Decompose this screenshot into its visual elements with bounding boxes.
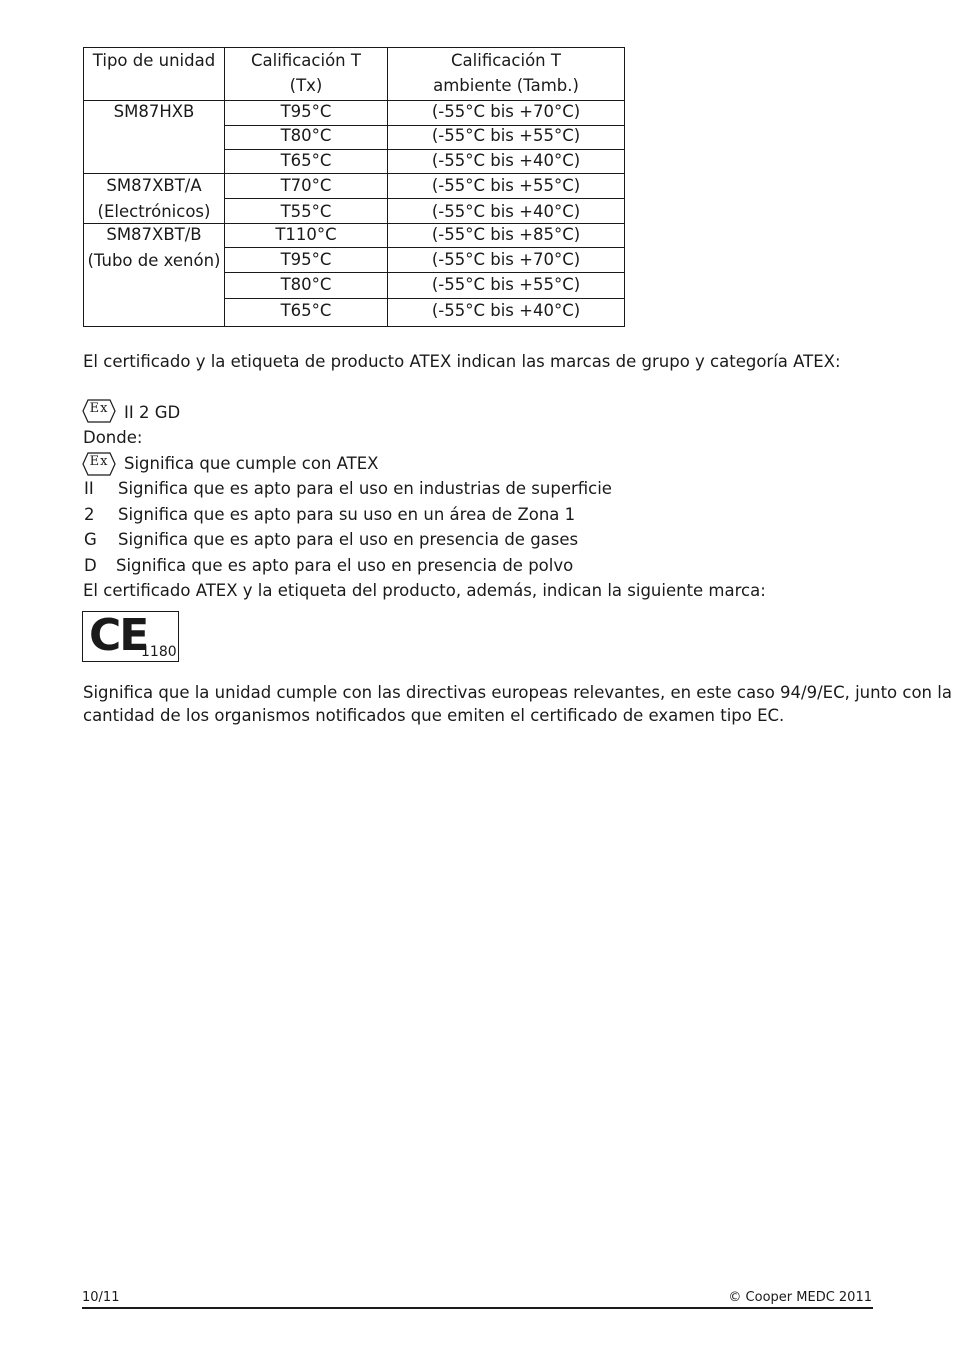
definition-code: D [84, 556, 97, 575]
ex-symbol-text: Ex [89, 454, 109, 469]
table-header-ambient-unit: ambiente (Tamb.) [433, 76, 579, 95]
t-rating-cell: T110°C [275, 225, 337, 244]
definition-code: II [84, 479, 94, 498]
t-rating-cell: T70°C [280, 176, 332, 195]
ce-logo-icon: CE [89, 610, 148, 661]
t-rating-cell: T65°C [280, 301, 332, 320]
ambient-rating-cell: (-55°C bis +85°C) [431, 225, 581, 244]
ex-hexagon-icon [82, 452, 116, 476]
t-rating-cell: T80°C [280, 126, 332, 145]
notified-body-number: 1180 [141, 644, 177, 660]
ce-explanation-line2: cantidad de los organismos notificados que emiten el certificado de examen tipo EC. [83, 706, 785, 725]
definition-code: 2 [84, 505, 95, 524]
table-header-ambient: Calificación T [451, 51, 561, 70]
ambient-rating-cell: (-55°C bis +55°C) [431, 275, 581, 294]
definition-text: Significa que es apto para su uso en un área de Zona 1 [118, 505, 576, 524]
t-rating-cell: T55°C [280, 202, 332, 221]
ambient-rating-cell: (-55°C bis +70°C) [431, 250, 581, 269]
atex-intro-text: El certificado y la etiqueta de producto ATEX indican las marcas de grupo y categoría ATEX: [83, 352, 841, 371]
ce-intro-text: El certificado ATEX y la etiqueta del producto, además, indican la siguiente marca: [83, 581, 766, 600]
t-rating-cell: T65°C [280, 151, 332, 170]
table-header-type: Tipo de unidad [92, 51, 216, 70]
ex-symbol-text: Ex [89, 401, 109, 416]
copyright-text: © Cooper MEDC 2011 [728, 1290, 872, 1305]
ambient-rating-cell: (-55°C bis +40°C) [431, 202, 581, 221]
unit-type-subcell: (Electrónicos) [97, 202, 211, 221]
table-header-t-rating-unit: (Tx) [289, 76, 323, 95]
atex-marking-code: II 2 GD [124, 403, 181, 422]
definition-text: Significa que es apto para el uso en industrias de superficie [118, 479, 612, 498]
ex-hexagon-icon [82, 399, 116, 423]
definition-text: Significa que es apto para el uso en presencia de gases [118, 530, 579, 549]
footer-rule [82, 1307, 873, 1309]
t-rating-cell: T95°C [280, 102, 332, 121]
unit-type-subcell: (Tubo de xenón) [87, 251, 221, 270]
page-number: 10/11 [82, 1290, 120, 1305]
t-rating-cell: T95°C [280, 250, 332, 269]
t-rating-cell: T80°C [280, 275, 332, 294]
table-header-t-rating: Calificación T [251, 51, 361, 70]
ambient-rating-cell: (-55°C bis +40°C) [431, 151, 581, 170]
ce-explanation-line1: Significa que la unidad cumple con las directivas europeas relevantes, en este caso 94/9/EC, junto con la [83, 683, 952, 702]
ambient-rating-cell: (-55°C bis +70°C) [431, 102, 581, 121]
ambient-rating-cell: (-55°C bis +55°C) [431, 126, 581, 145]
unit-type-cell: SM87XBT/A [106, 176, 202, 195]
ambient-rating-cell: (-55°C bis +40°C) [431, 301, 581, 320]
ex-meaning-text: Significa que cumple con ATEX [124, 454, 379, 473]
ce-mark-box [82, 611, 179, 662]
donde-label: Donde: [83, 428, 143, 447]
ambient-rating-cell: (-55°C bis +55°C) [431, 176, 581, 195]
definition-code: G [84, 530, 97, 549]
unit-type-cell: SM87XBT/B [106, 225, 202, 244]
definition-text: Significa que es apto para el uso en presencia de polvo [116, 556, 574, 575]
unit-type-cell: SM87HXB [113, 102, 195, 121]
temperature-rating-table [83, 47, 625, 327]
